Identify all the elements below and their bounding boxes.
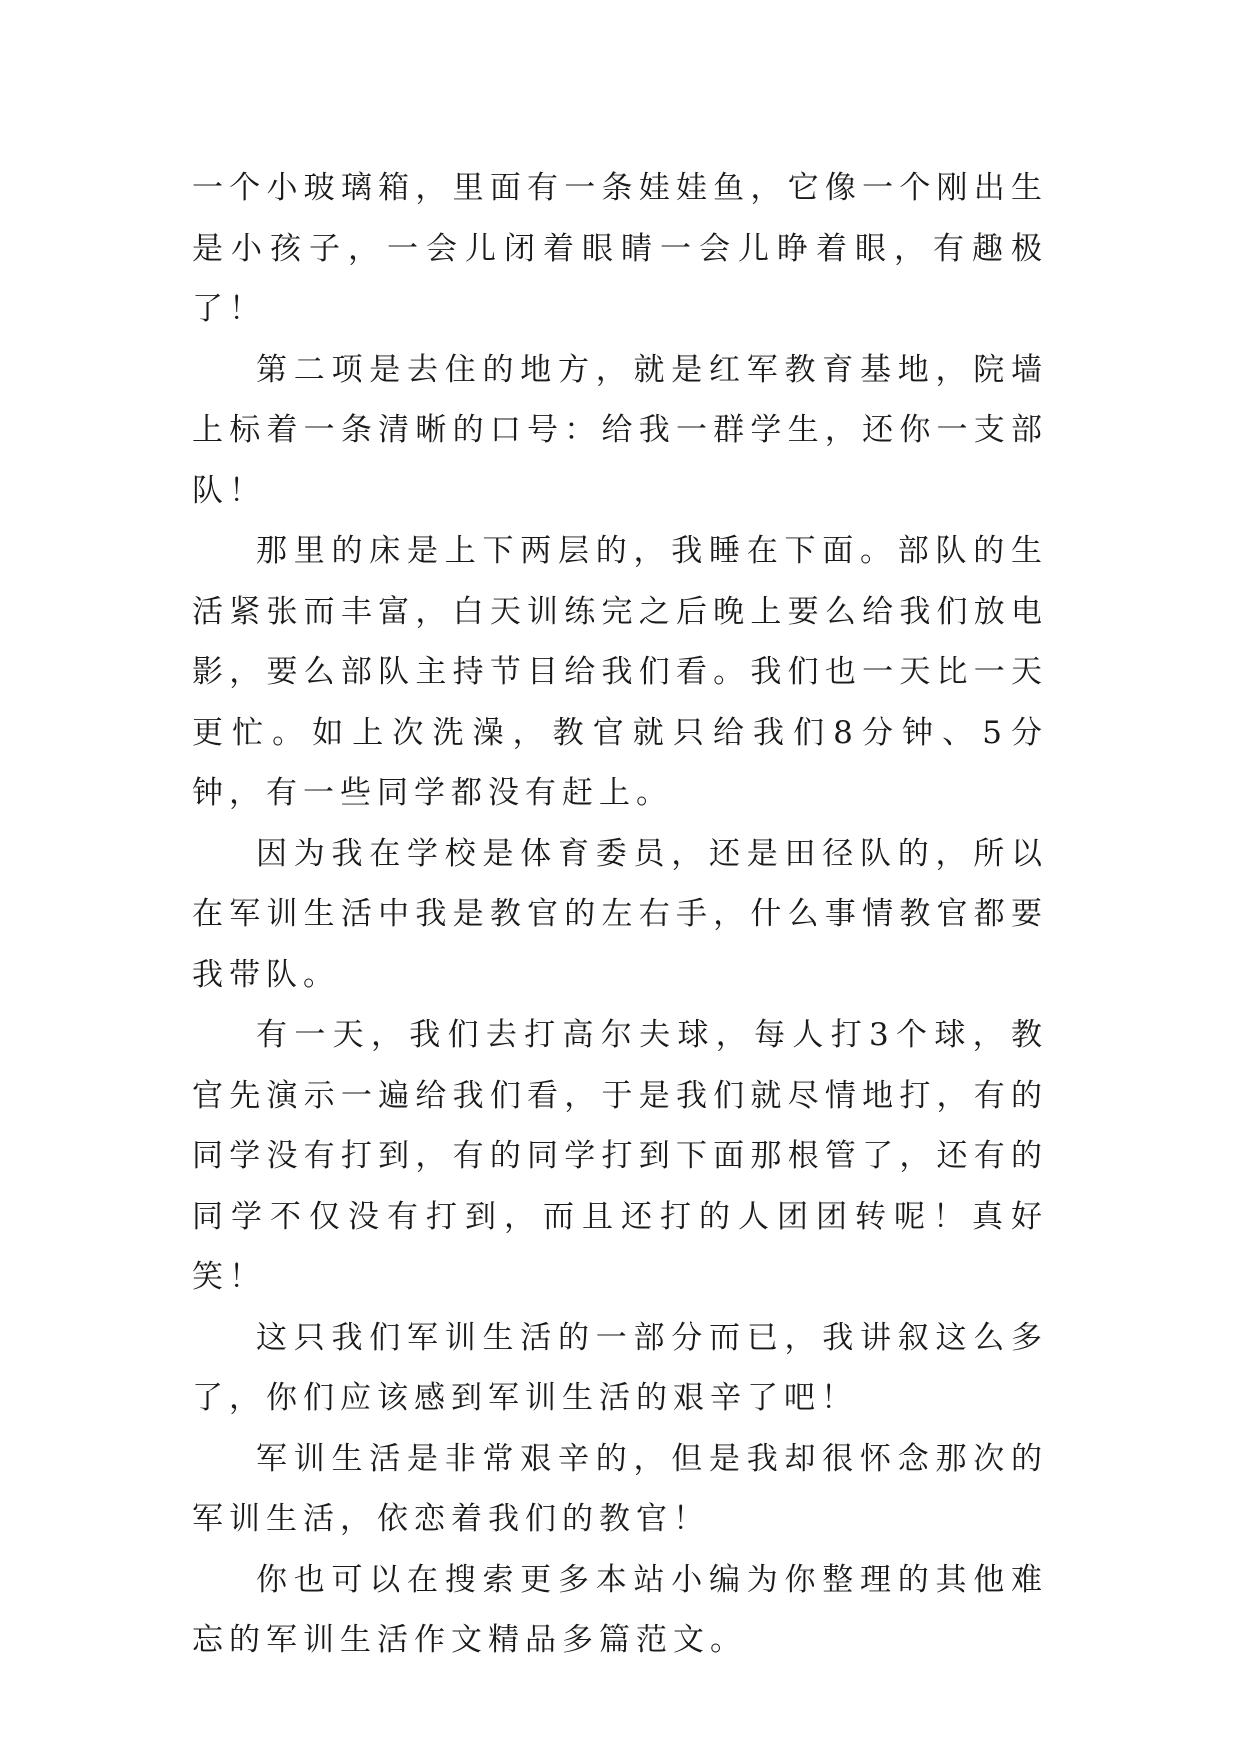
article-body xyxy=(192,158,1048,1671)
paragraph: 那里的床是上下两层的，我睡在下面。部队的生活紧张而丰富，白天训练完之后晚上要么给我们放电影，要么部队主持节目给我们看。我们也一天比一天更忙。如上次洗澡，教官就只给我们8分钟、5分钟，有一些同学都没有赶上。 xyxy=(192,533,1048,811)
paragraph: 你也可以在搜索更多本站小编为你整理的其他难忘的军训生活作文精品多篇范文。 xyxy=(192,1561,1048,1658)
paragraph: 因为我在学校是体育委员，还是田径队的，所以在军训生活中我是教官的左右手，什么事情教官都要我带队。 xyxy=(192,835,1048,993)
paragraph: 第二项是去住的地方，就是红军教育基地，院墙上标着一条清晰的口号：给我一群学生，还你一支部队！ xyxy=(192,351,1048,509)
paragraph: 有一天，我们去打高尔夫球，每人打3个球，教官先演示一遍给我们看，于是我们就尽情地打，有的同学没有打到，有的同学打到下面那根管了，还有的同学不仅没有打到，而且还打的人团团转呢！真好笑！ xyxy=(192,1017,1048,1295)
paragraph: 军训生活是非常艰辛的，但是我却很怀念那次的军训生活，依恋着我们的教官！ xyxy=(192,1440,1048,1537)
paragraph: 这只我们军训生活的一部分而已，我讲叙这么多了，你们应该感到军训生活的艰辛了吧！ xyxy=(192,1319,1048,1416)
paragraph-continued: 一个小玻璃箱，里面有一条娃娃鱼，它像一个刚出生是小孩子，一会儿闭着眼睛一会儿睁着眼，有趣极了！ xyxy=(192,170,1048,327)
